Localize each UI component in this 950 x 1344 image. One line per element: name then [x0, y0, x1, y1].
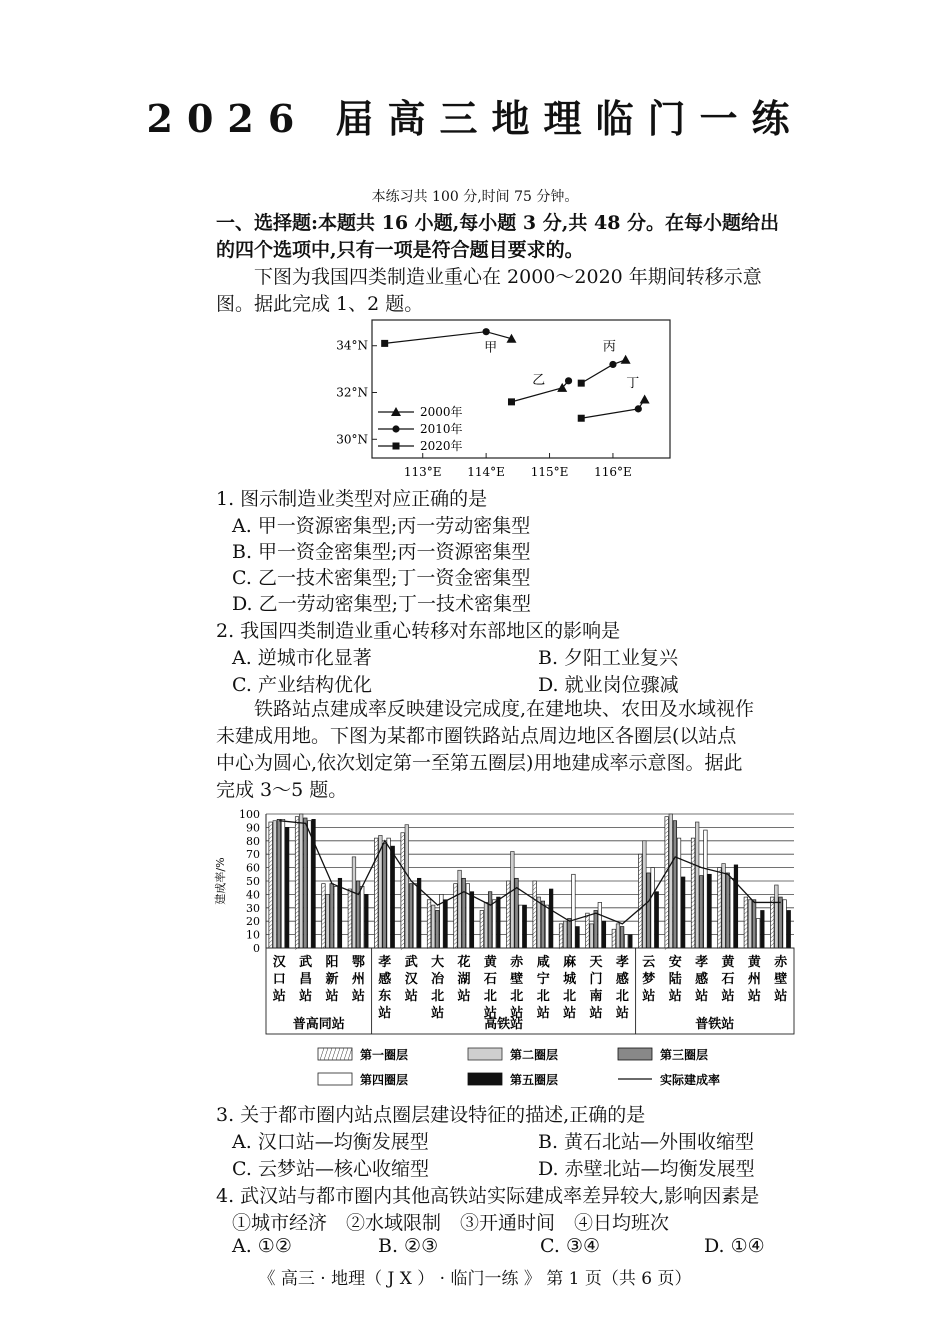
legend-item [378, 404, 463, 419]
category-label [642, 955, 655, 1004]
series-label: 丙 [602, 339, 616, 355]
bar [492, 900, 496, 948]
series-line [581, 360, 625, 383]
q2-option-d[interactable]: D. 就业岗位骤减 [538, 674, 679, 696]
q3-option-a[interactable]: A. 汉口站—均衡发展型 [232, 1131, 429, 1153]
category-label [774, 954, 788, 1004]
bar [405, 825, 409, 948]
category-label [510, 954, 524, 1021]
bar [616, 924, 620, 948]
bar [360, 886, 364, 948]
bar [568, 919, 572, 948]
category-label [273, 954, 287, 1004]
legend-item [618, 1047, 708, 1062]
question-4: 4. 武汉站与都市圈内其他高铁站实际建成率差异较大,影响因素是 [216, 1185, 760, 1207]
q1-option-a[interactable]: A. 甲一资源密集型;丙一劳动密集型 [232, 515, 531, 537]
bar [756, 919, 760, 948]
bar [612, 929, 616, 948]
bar [655, 892, 659, 948]
legend-label: 第三圈层 [660, 1048, 709, 1062]
category-char: 站 [325, 989, 339, 1004]
marker-2000 [640, 395, 650, 404]
category-label [563, 954, 577, 1021]
bar [506, 881, 510, 948]
category-char: 站 [272, 989, 286, 1004]
bar [695, 822, 699, 948]
bar [497, 897, 501, 948]
bar [273, 821, 277, 948]
legend-label: 第一圈层 [360, 1048, 409, 1062]
marker-2010 [483, 328, 490, 335]
y-tick-label: 70 [246, 848, 260, 862]
legend-label: 第二圈层 [510, 1048, 559, 1062]
q1-option-c[interactable]: C. 乙一技术密集型;丁一资金密集型 [232, 567, 531, 589]
bar [598, 902, 602, 948]
category-char: 站 [642, 989, 656, 1004]
series-label: 丁 [626, 375, 640, 391]
bar [365, 894, 369, 948]
question-3: 3. 关于都市圈内站点圈层建设特征的描述,正确的是 [216, 1104, 646, 1126]
category-label [721, 954, 735, 1004]
bar [708, 874, 712, 948]
category-char: 花 [457, 955, 471, 970]
category-char: 站 [483, 1006, 497, 1021]
legend-swatch [468, 1073, 502, 1085]
bar [330, 884, 334, 948]
page-title: 2026 届高三地理临门一练 [146, 96, 804, 141]
category-label [669, 954, 682, 1004]
bar [734, 865, 738, 948]
bar [590, 924, 594, 948]
exam-info: 本练习共 100 分,时间 75 分钟。 [371, 189, 579, 205]
y-tick-label: 20 [246, 915, 260, 929]
category-char: 站 [536, 1006, 550, 1021]
category-char: 站 [615, 1006, 629, 1021]
y-axis-label: 建成率/% [214, 857, 227, 905]
category-char: 大 [431, 955, 445, 970]
y-tick-label: 60 [246, 861, 260, 875]
bar [277, 819, 281, 948]
legend-swatch [468, 1048, 502, 1060]
x-tick-label: 113°E [403, 465, 442, 479]
category-char: 壁 [774, 972, 788, 987]
intro-2-line-3: 中心为圆心,依次划定第一至第五圈层)用地建成率示意图。据此 [216, 752, 743, 774]
bar [519, 905, 523, 948]
category-label [484, 954, 498, 1021]
category-char: 宁 [536, 972, 550, 987]
marker-2020 [393, 443, 400, 450]
q2-option-a[interactable]: A. 逆城市化显著 [232, 647, 372, 669]
y-tick-label: 30°N [336, 432, 368, 447]
category-char: 阳 [325, 955, 339, 970]
bar [338, 878, 342, 948]
bar [533, 881, 537, 948]
group-label: 高铁站 [484, 1017, 524, 1032]
bar [629, 935, 633, 948]
bar [537, 897, 541, 948]
legend-label: 第四圈层 [360, 1073, 409, 1087]
marker-2010 [609, 361, 616, 368]
marker-2020 [578, 380, 585, 387]
category-char: 站 [378, 1006, 392, 1021]
category-char: 站 [510, 1006, 524, 1021]
category-char: 黄 [483, 955, 497, 970]
category-char: 站 [563, 1006, 577, 1021]
bar [299, 814, 303, 948]
bar [470, 892, 474, 948]
category-char: 站 [404, 989, 418, 1004]
bar [602, 921, 606, 948]
marker-2010 [392, 425, 399, 432]
bar [511, 852, 515, 948]
x-tick-label: 116°E [594, 465, 632, 479]
category-char: 武 [299, 955, 313, 970]
category-char: 孝 [695, 955, 709, 970]
legend-item [318, 1072, 408, 1087]
section-heading [216, 210, 806, 264]
bar [722, 864, 726, 948]
q3-option-c[interactable]: C. 云梦站—核心收缩型 [232, 1158, 429, 1180]
category-char: 站 [695, 989, 709, 1004]
category-char: 州 [747, 972, 761, 987]
category-char: 汉 [272, 955, 286, 970]
bar [752, 900, 756, 948]
legend-item [468, 1047, 558, 1062]
legend-item [318, 1047, 408, 1062]
legend-label: 2020年 [420, 439, 463, 453]
group-label: 普高同站 [292, 1017, 345, 1032]
legend-swatch [618, 1048, 652, 1060]
y-tick-label: 80 [246, 834, 260, 848]
category-char: 站 [299, 989, 313, 1004]
bar [413, 884, 417, 948]
bar [730, 878, 734, 948]
q1-option-d[interactable]: D. 乙一劳动密集型;丁一技术密集型 [232, 593, 532, 615]
category-char: 赤 [510, 955, 524, 970]
category-char: 站 [721, 989, 735, 1004]
bar [563, 921, 567, 948]
category-char: 州 [351, 972, 365, 987]
bar [572, 874, 576, 948]
category-char: 安 [668, 955, 682, 970]
category-char: 北 [510, 989, 524, 1004]
intro-2-line-2: 未建成用地。下图为某都市圈铁路站点周边地区各圈层(以站点 [216, 725, 737, 747]
legend-label: 2000年 [420, 405, 463, 419]
category-char: 云 [642, 955, 656, 970]
bar [352, 857, 356, 948]
section-line-1: 一、选择题:本题共 16 小题,每小题 3 分,共 48 分。在每小题给出 [216, 212, 780, 234]
category-char: 感 [378, 972, 392, 987]
category-char: 陆 [668, 972, 682, 987]
bar [431, 905, 435, 948]
legend-swatch [318, 1073, 352, 1085]
category-char: 石 [721, 972, 735, 987]
series-丁 [578, 376, 650, 422]
y-tick-label: 0 [253, 942, 260, 955]
bar [673, 821, 677, 948]
category-char: 门 [589, 972, 603, 987]
category-char: 梦 [642, 972, 656, 987]
bar [285, 827, 289, 948]
category-char: 昌 [299, 972, 313, 987]
marker-2020 [381, 340, 388, 347]
bar [576, 927, 580, 948]
category-char: 北 [483, 989, 497, 1004]
y-tick-label: 30 [246, 901, 260, 915]
bar [775, 885, 779, 948]
category-char: 北 [536, 989, 550, 1004]
q3-option-d[interactable]: D. 赤壁北站—均衡发展型 [538, 1158, 755, 1180]
bar [726, 873, 730, 948]
marker-2020 [508, 398, 515, 405]
y-tick-label: 10 [246, 928, 260, 942]
category-char: 感 [695, 972, 709, 987]
series-甲 [381, 328, 516, 356]
legend-label: 第五圈层 [510, 1073, 559, 1087]
category-char: 武 [404, 955, 418, 970]
category-label [325, 954, 338, 1004]
category-label [378, 954, 391, 1021]
y-tick-label: 34°N [336, 338, 368, 353]
category-char: 冶 [431, 972, 445, 987]
centroid-chart [330, 316, 680, 484]
category-char: 站 [457, 989, 471, 1004]
category-label [589, 955, 602, 1021]
category-label [352, 955, 365, 1004]
category-char: 孝 [378, 955, 392, 970]
bar [304, 818, 308, 948]
section-line-2: 的四个选项中,只有一项是符合题目要求的。 [216, 239, 584, 261]
bar [677, 838, 681, 948]
category-char: 站 [774, 989, 788, 1004]
category-char: 南 [589, 989, 603, 1004]
group-label: 普铁站 [695, 1017, 735, 1032]
y-tick-label: 100 [239, 808, 260, 821]
bar [462, 878, 466, 948]
bar [586, 913, 590, 948]
intro-1-line-1: 下图为我国四类制造业重心在 2000～2020 年期间转移示意 [254, 266, 762, 288]
bar [334, 886, 338, 948]
q3-option-b[interactable]: B. 黄石北站—外围收缩型 [538, 1131, 755, 1153]
category-char: 天 [589, 955, 603, 970]
q4-factors: ①城市经济 ②水域限制 ③开通时间 ④日均班次 [232, 1212, 670, 1234]
category-char: 站 [589, 1006, 603, 1021]
series-label: 甲 [484, 340, 498, 356]
bar [779, 897, 783, 948]
intro-1-line-2: 图。据此完成 1、2 题。 [216, 293, 424, 315]
category-char: 北 [431, 989, 445, 1004]
bar [647, 873, 651, 948]
bar [326, 894, 330, 948]
legend-label: 2010年 [420, 422, 463, 436]
intro-2-line-4: 完成 3～5 题。 [216, 779, 348, 801]
bar [409, 884, 413, 948]
category-char: 麻 [563, 955, 577, 970]
legend-item [378, 438, 463, 453]
bar [783, 900, 787, 948]
category-char: 站 [431, 1006, 445, 1021]
category-label [537, 954, 550, 1021]
bar [269, 822, 273, 948]
bar [523, 905, 527, 948]
series-乙 [508, 373, 572, 406]
legend-swatch [318, 1048, 352, 1060]
category-label [405, 954, 419, 1004]
category-label [616, 954, 629, 1021]
bar [594, 910, 598, 948]
marker-2000 [621, 355, 631, 364]
bar [387, 838, 391, 948]
bar [545, 905, 549, 948]
series-丙 [578, 339, 631, 386]
category-char: 孝 [615, 955, 629, 970]
x-tick-label: 115°E [530, 465, 569, 479]
bar [549, 889, 553, 948]
intro-2 [216, 696, 806, 804]
bar [458, 870, 462, 948]
category-char: 黄 [747, 955, 761, 970]
category-char: 站 [668, 989, 682, 1004]
category-label [695, 954, 708, 1004]
category-char: 北 [563, 989, 577, 1004]
question-2: 2. 我国四类制造业重心转移对东部地区的影响是 [216, 620, 621, 642]
marker-2010 [635, 405, 642, 412]
bar [391, 846, 395, 948]
q2-option-b[interactable]: B. 夕阳工业复兴 [538, 647, 679, 669]
category-char: 新 [325, 972, 339, 987]
category-char: 站 [747, 989, 761, 1004]
bar [488, 892, 492, 948]
category-char: 东 [378, 989, 392, 1004]
bar [308, 821, 312, 948]
bar [651, 868, 655, 948]
category-char: 北 [615, 989, 629, 1004]
category-char: 咸 [536, 955, 550, 970]
intro-2-line-1: 铁路站点建成率反映建设完成度,在建地块、农田及水域视作 [254, 698, 755, 720]
bar [444, 900, 448, 948]
q4-option-d[interactable]: D. ①④ [704, 1235, 765, 1257]
x-tick-label: 114°E [467, 465, 505, 479]
category-char: 口 [272, 972, 286, 987]
category-char: 石 [483, 972, 497, 987]
bar [643, 841, 647, 948]
q4-option-c[interactable]: C. ③④ [540, 1235, 601, 1257]
q1-option-b[interactable]: B. 甲一资金密集型;丙一资源密集型 [232, 541, 531, 563]
category-char: 城 [563, 972, 577, 987]
legend-item [618, 1072, 720, 1087]
marker-2020 [578, 415, 585, 422]
category-char: 感 [615, 972, 629, 987]
page-footer: 《 高三 · 地理（ J X ） · 临门一练 》 第 1 页（共 6 页） [258, 1269, 692, 1289]
category-label [431, 954, 445, 1021]
marker-2010 [565, 377, 572, 384]
category-char: 湖 [457, 972, 471, 987]
bar [620, 927, 624, 948]
category-char: 站 [351, 989, 365, 1004]
y-tick-label: 40 [246, 888, 260, 902]
question-1: 1. 图示制造业类型对应正确的是 [216, 488, 488, 510]
bar [704, 830, 708, 948]
category-label [456, 954, 470, 1004]
series-label: 乙 [532, 372, 546, 388]
bar [787, 910, 791, 948]
category-label [299, 954, 312, 1004]
bar [748, 900, 752, 948]
category-char: 鄂 [351, 955, 365, 970]
intro-1 [216, 264, 806, 318]
bar [436, 910, 440, 948]
bar [624, 935, 628, 948]
category-char: 赤 [774, 955, 788, 970]
centroid-chart-frame [372, 320, 670, 458]
bar [700, 876, 704, 948]
bar [401, 833, 405, 948]
category-label [748, 954, 762, 1004]
y-tick-label: 90 [246, 821, 260, 835]
y-tick-label: 50 [246, 875, 260, 888]
legend-item [468, 1072, 558, 1087]
bar [281, 819, 285, 948]
legend-item [378, 421, 463, 436]
y-tick-label: 32°N [336, 385, 368, 400]
q2-option-c[interactable]: C. 产业结构优化 [232, 674, 372, 696]
legend-label: 实际建成率 [660, 1073, 721, 1087]
q4-option-b[interactable]: B. ②③ [378, 1235, 439, 1257]
bar [681, 877, 685, 948]
bar [484, 902, 488, 948]
bar [761, 910, 765, 948]
category-char: 壁 [510, 972, 524, 987]
category-char: 黄 [721, 955, 735, 970]
category-char: 汉 [404, 972, 418, 987]
buildrate-chart [210, 806, 810, 1098]
bar [669, 814, 673, 948]
bar [541, 901, 545, 948]
q4-option-a[interactable]: A. ①② [232, 1235, 292, 1257]
bar [383, 843, 387, 948]
